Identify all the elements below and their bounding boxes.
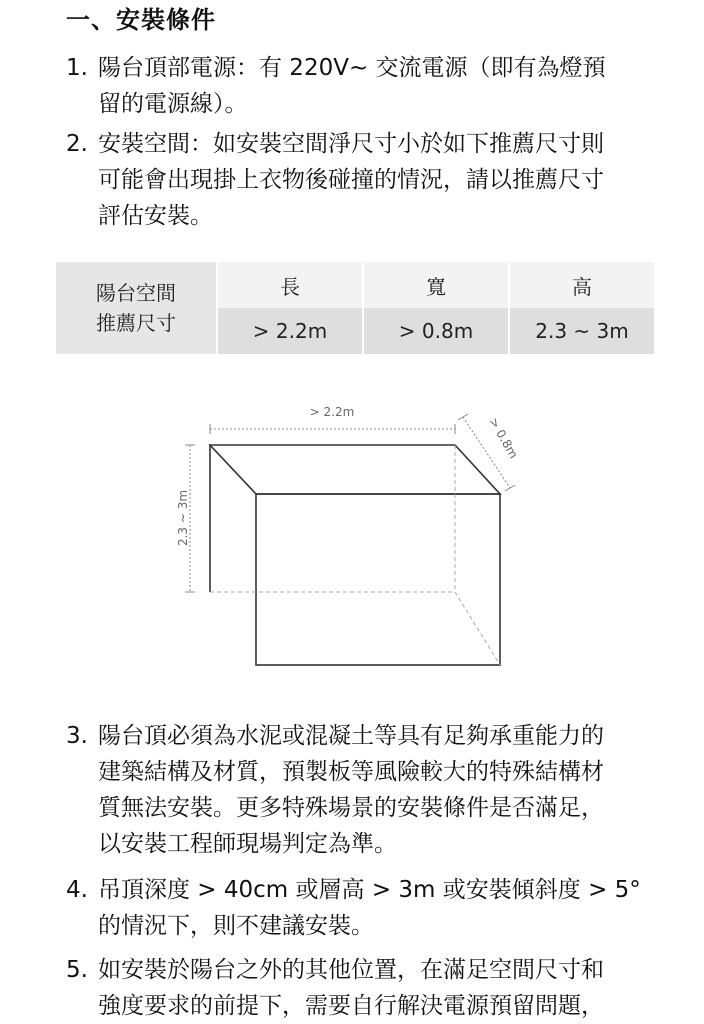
list-item-number: 5. [66, 957, 88, 983]
list-item-text: 以安裝工程師現場判定為準。 [98, 831, 397, 857]
width-dimension-label: > 0.8m [486, 415, 521, 461]
list-item-text: 強度要求的前提下，需要自行解決電源預留問題， [98, 993, 604, 1019]
table-cell-width: > 0.8m [364, 308, 508, 354]
list-item-number: 2. [66, 131, 88, 157]
list-item-text: 留的電源線）。 [98, 91, 248, 117]
list-item-text: 吊頂深度 > 40cm 或層高 > 3m 或安裝傾斜度 > 5° [98, 877, 641, 903]
table-cell-length: > 2.2m [218, 308, 362, 354]
list-item [66, 50, 666, 122]
row-label-line: 推薦尺寸 [96, 311, 176, 335]
dimension-lines [185, 414, 515, 592]
section-heading: 一、安裝條件 [66, 6, 216, 34]
row-label-line: 陽台空間 [96, 281, 176, 305]
list-item-text: 安裝空間：如安裝空間淨尺寸小於如下推薦尺寸則 [98, 131, 604, 157]
table-row-label [56, 262, 216, 354]
table-cell-height: 2.3 ~ 3m [510, 308, 654, 354]
list-item-text: 如安裝於陽台之外的其他位置，在滿足空間尺寸和 [98, 957, 604, 983]
table-header-height: 高 [510, 262, 654, 308]
list-item-text: 的情況下，則不建議安裝。 [98, 913, 374, 939]
hidden-edges [210, 445, 500, 665]
list-item-text: 評估安裝。 [98, 203, 213, 229]
list-item [66, 126, 666, 234]
list-item [66, 718, 666, 862]
list-item-text: 建築結構及材質，預製板等風險較大的特殊結構材 [98, 759, 604, 785]
recommended-size-table [56, 262, 654, 354]
table-header-length: 長 [218, 262, 362, 308]
list-item-text: 陽台頂必須為水泥或混凝土等具有足夠承重能力的 [98, 723, 604, 749]
list-item [66, 872, 666, 944]
box-outline [210, 445, 500, 665]
list-item-number: 1. [66, 55, 88, 81]
list-item-number: 4. [66, 877, 88, 903]
length-dimension-label: > 2.2m [309, 405, 355, 419]
list-item-text: 可能會出現掛上衣物後碰撞的情況，請以推薦尺寸 [98, 167, 604, 193]
list-item-text: 質無法安裝。更多特殊場景的安裝條件是否滿足， [98, 795, 604, 821]
list-item [66, 952, 666, 1024]
space-dimension-diagram [160, 395, 540, 685]
list-item-text: 陽台頂部電源：有 220V~ 交流電源（即有為燈預 [98, 55, 606, 81]
height-dimension-label: 2.3 ~ 3m [176, 489, 190, 547]
table-header-width: 寬 [364, 262, 508, 308]
list-item-number: 3. [66, 723, 88, 749]
